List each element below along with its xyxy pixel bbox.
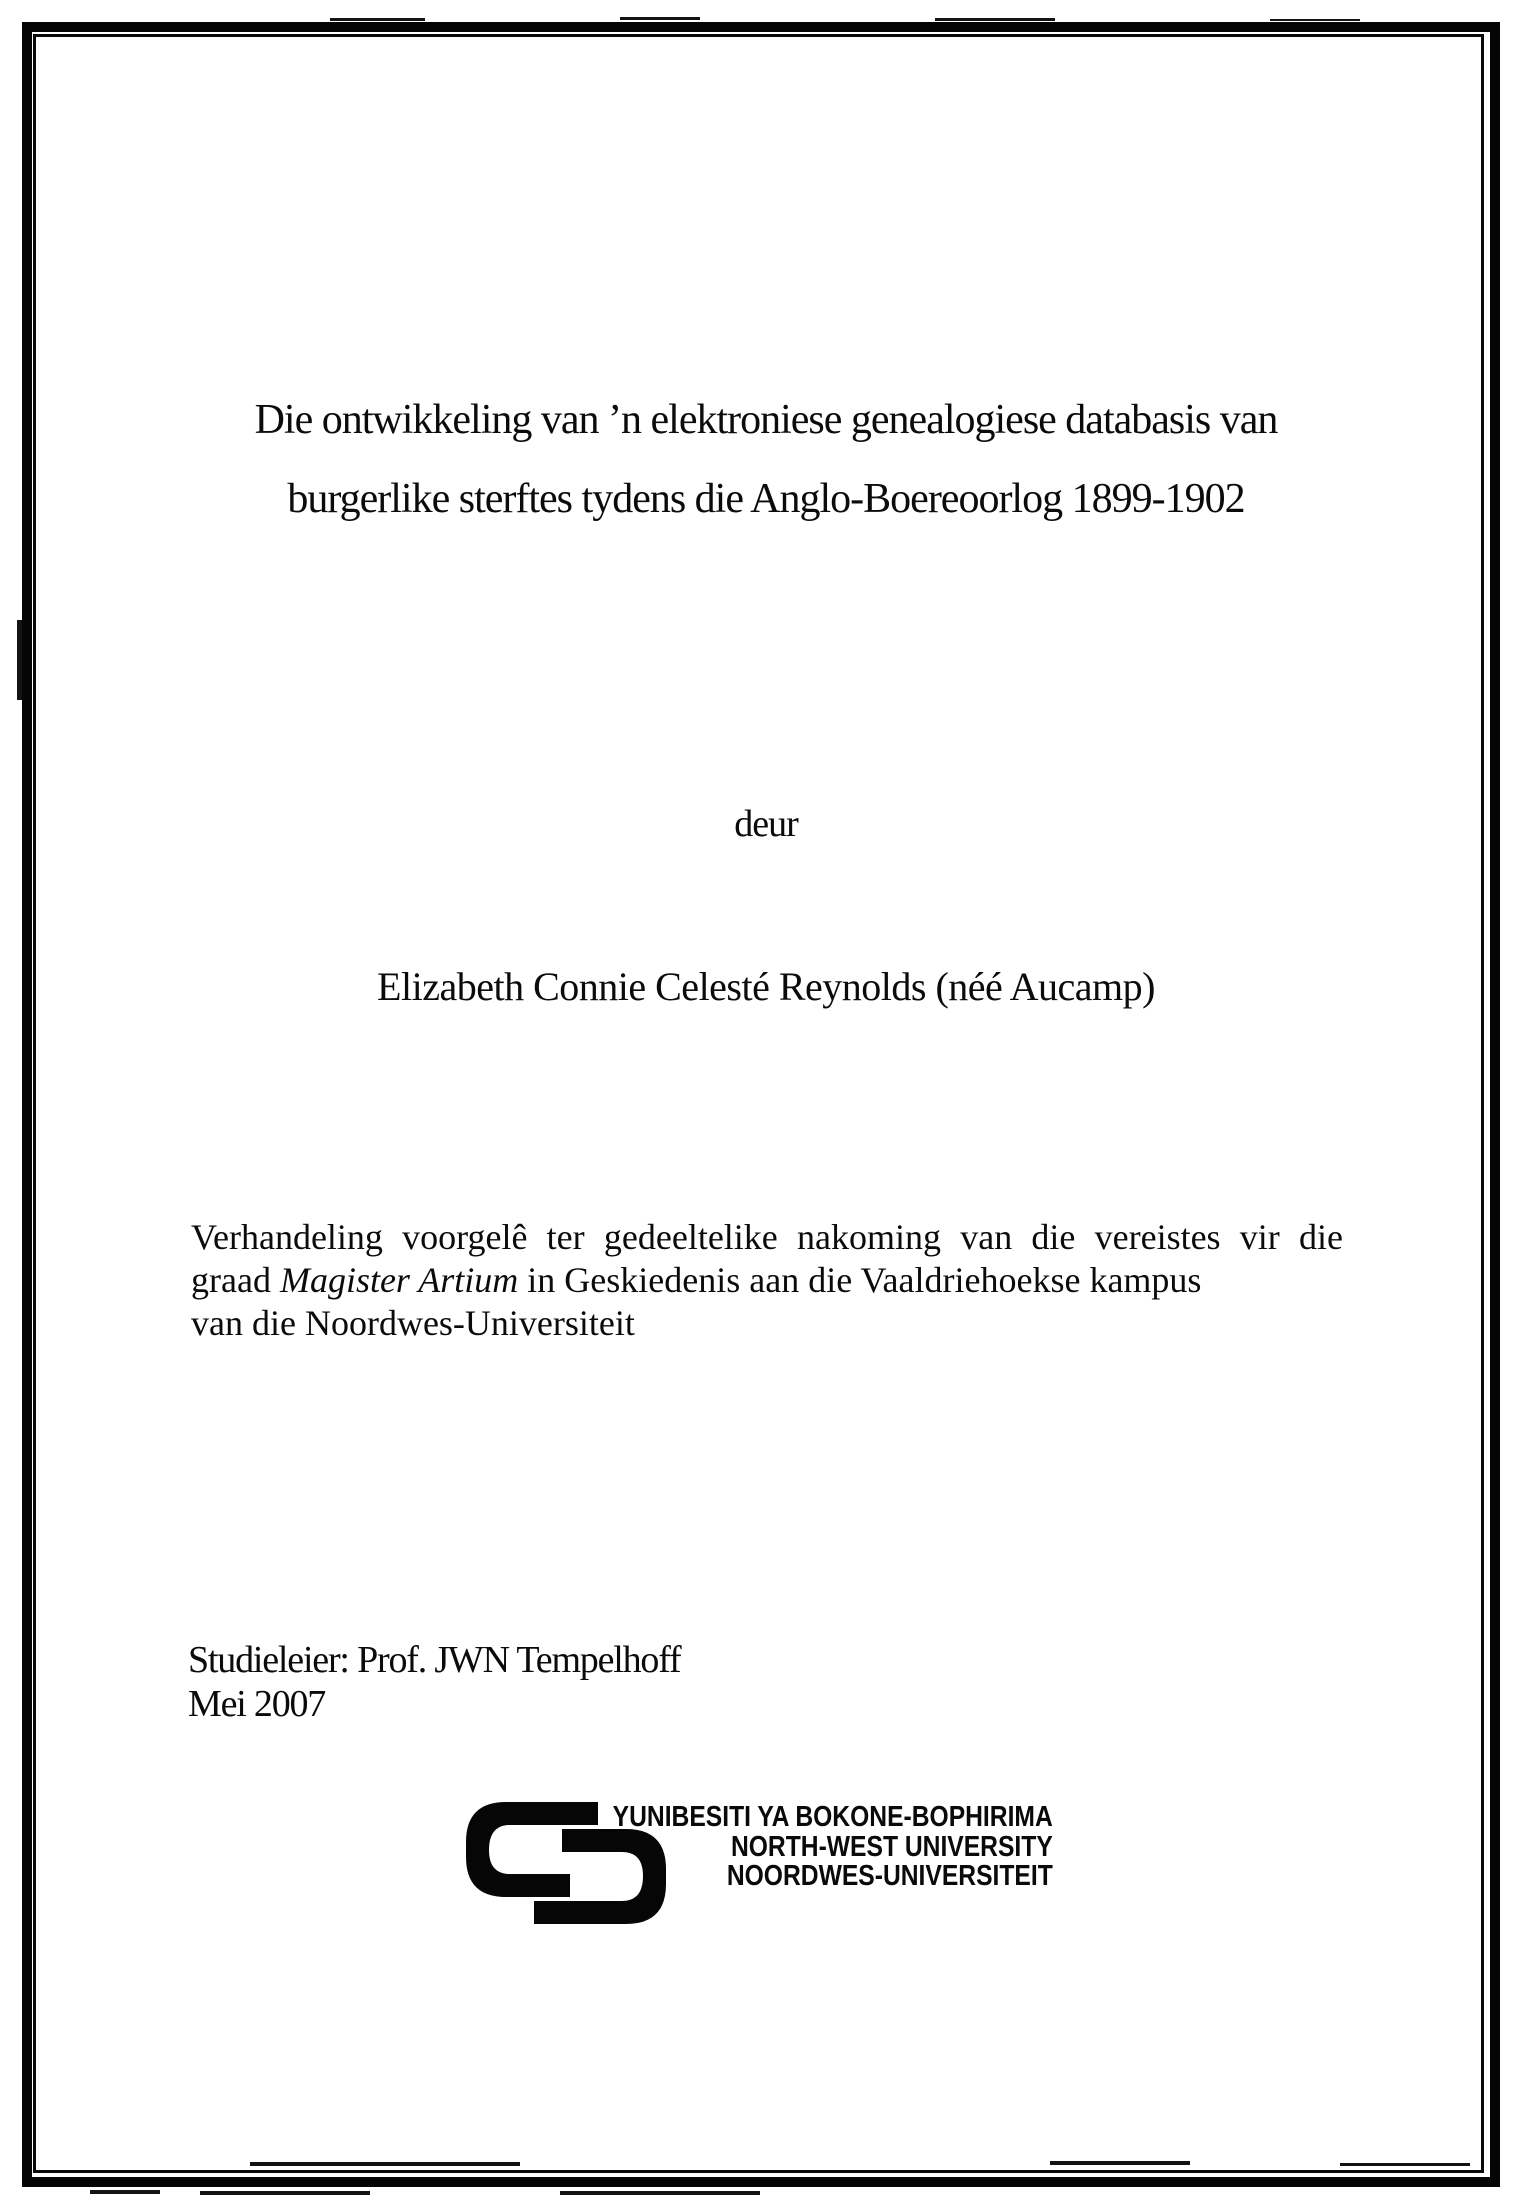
thesis-title-line1: Die ontwikkeling van ’n elektroniese genealogiese databasis van [254,397,1278,443]
logo-line-afrikaans: NOORDWES-UNIVERSITEIT [727,1860,1053,1892]
author-name: Elizabeth Connie Celesté Reynolds (néé Aucamp) [377,964,1155,1009]
scan-artifact [90,2190,160,2194]
degree-statement-line3: van die Noordwes-Universiteit [191,1303,635,1343]
scan-artifact [1270,19,1360,21]
logo-line-setswana: YUNIBESITI YA BOKONE-BOPHIRIMA [612,1801,1053,1833]
supervisor-line: Studieleier: Prof. JWN Tempelhoff [188,1639,681,1681]
degree-name-italic: Magister Artium [279,1260,519,1300]
logo-line-english: NORTH-WEST UNIVERSITY [731,1830,1053,1863]
degree-statement-line2 [191,1259,1343,1302]
scan-artifact [620,17,700,20]
supervisor-date-block [188,1638,680,1726]
degree-statement-line1: Verhandeling voorgelê ter gedeeltelike nakoming van die vereistes vir die [191,1217,1343,1257]
scan-artifact [330,18,425,21]
scan-artifact [200,2191,370,2195]
byline-word: deur [734,803,798,845]
degree-statement [191,1216,1343,1345]
scan-artifact [560,2191,760,2195]
scan-artifact [935,18,1055,21]
degree-statement-line2-pre: graad [191,1260,280,1300]
thesis-title-line2: burgerlike sterftes tydens die Anglo-Boereoorlog 1899-1902 [287,476,1245,522]
degree-statement-line2-post: in Geskiedenis aan die Vaaldriehoekse kampus [518,1260,1202,1300]
date-line: Mei 2007 [188,1683,326,1725]
university-logo-text [613,1803,1053,1892]
